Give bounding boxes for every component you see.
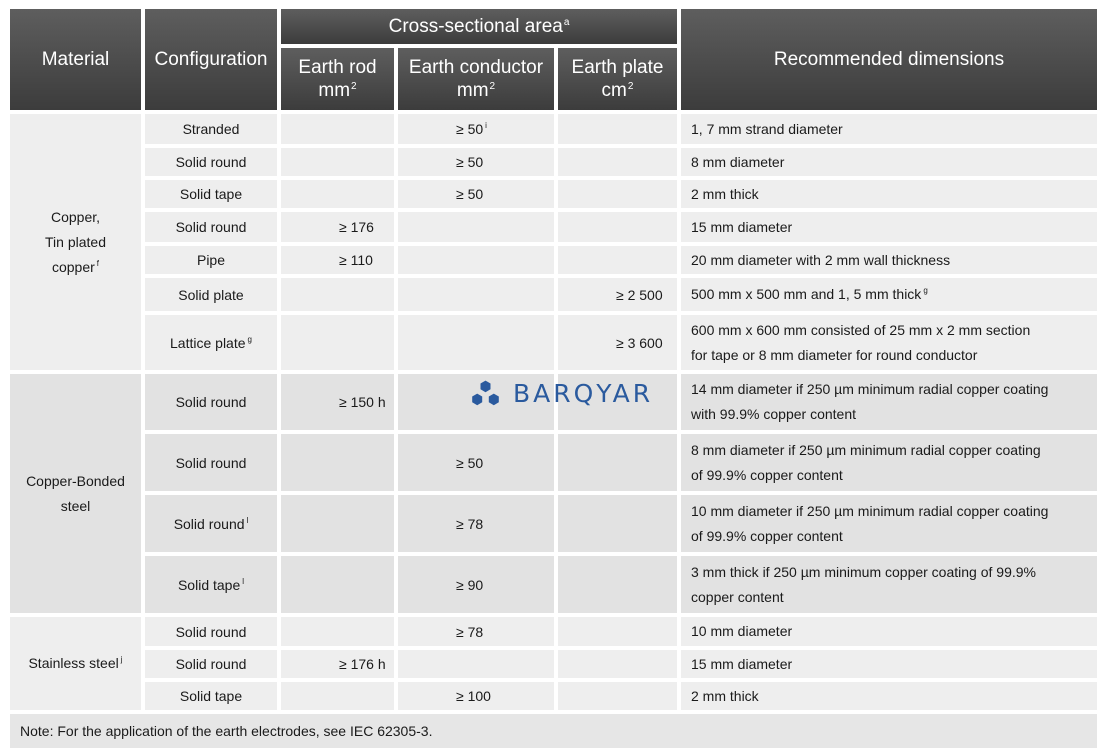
earth-rod-cell bbox=[281, 114, 394, 144]
earth-plate-cell bbox=[558, 434, 677, 491]
recommended-text: 2 mm thick bbox=[691, 687, 759, 704]
earth-conductor-cell bbox=[398, 434, 554, 491]
recommended-line bbox=[691, 377, 1091, 402]
header-earth-plate bbox=[558, 48, 677, 110]
recommended-text: 500 mm x 500 mm and 1, 5 mm thick bbox=[691, 286, 922, 302]
earth-conductor-cell bbox=[398, 148, 554, 176]
hexagon-cluster-logo-icon bbox=[469, 380, 501, 408]
table-row bbox=[10, 114, 1097, 144]
configuration-text: Solid tape bbox=[179, 688, 243, 704]
configuration-cell bbox=[145, 148, 277, 176]
header-configuration-label: Configuration bbox=[154, 49, 268, 70]
table-row bbox=[10, 246, 1097, 274]
material-footnote: f bbox=[96, 258, 100, 268]
earth-conductor-value: ≥ 50 bbox=[456, 121, 484, 137]
header-configuration bbox=[145, 9, 277, 110]
earth-rod-cell bbox=[281, 556, 394, 613]
earth-plate-cell bbox=[558, 495, 677, 552]
material-text: Copper-Bonded bbox=[26, 472, 125, 489]
earth-rod-cell bbox=[281, 374, 394, 430]
recommended-text: 8 mm diameter bbox=[691, 153, 785, 170]
configuration-cell bbox=[145, 434, 277, 491]
header-earth-rod-exponent: 2 bbox=[351, 81, 357, 92]
recommended-text: 10 mm diameter if 250 µm minimum radial copper coating bbox=[691, 502, 1049, 519]
earth-conductor-cell bbox=[398, 114, 554, 144]
table-row bbox=[10, 278, 1097, 311]
configuration-text: Solid round bbox=[173, 515, 245, 532]
earth-conductor-cell bbox=[398, 682, 554, 710]
earth-plate-cell bbox=[558, 650, 677, 678]
recommended-line bbox=[691, 318, 1091, 343]
recommended-dimensions-cell bbox=[681, 180, 1097, 208]
recommended-dimensions-cell bbox=[681, 212, 1097, 242]
material-line bbox=[10, 651, 141, 676]
recommended-line bbox=[691, 117, 1091, 142]
configuration-footnote: g bbox=[247, 334, 252, 344]
earth-rod-cell bbox=[281, 434, 394, 491]
configuration-cell bbox=[145, 212, 277, 242]
header-earth-rod bbox=[281, 48, 394, 110]
earth-conductor-cell bbox=[398, 246, 554, 274]
header-earth-conductor bbox=[398, 48, 554, 110]
material-text: steel bbox=[60, 497, 91, 514]
configuration-cell bbox=[145, 180, 277, 208]
configuration-cell bbox=[145, 650, 277, 678]
earth-rod-cell bbox=[281, 278, 394, 311]
header-material bbox=[10, 9, 141, 110]
recommended-line bbox=[691, 282, 1091, 307]
configuration-cell bbox=[145, 114, 277, 144]
recommended-text: 15 mm diameter bbox=[691, 655, 793, 672]
header-cross-section-note: a bbox=[563, 17, 570, 28]
recommended-text: 3 mm thick if 250 µm minimum copper coating of 99.9% bbox=[691, 563, 1036, 580]
recommended-dimensions-cell bbox=[681, 556, 1097, 613]
earth-rod-value: ≥ 110 bbox=[339, 252, 373, 268]
header-cross-section bbox=[281, 9, 677, 44]
recommended-dimensions-cell bbox=[681, 148, 1097, 176]
recommended-text: 10 mm diameter bbox=[691, 623, 793, 639]
earth-plate-cell bbox=[558, 278, 677, 311]
table-row bbox=[10, 212, 1097, 242]
earth-plate-cell bbox=[558, 114, 677, 144]
earth-plate-cell bbox=[558, 212, 677, 242]
configuration-cell bbox=[145, 617, 277, 646]
recommended-line bbox=[691, 463, 1091, 488]
earth-conductor-cell bbox=[398, 617, 554, 646]
earth-rod-value: ≥ 176 h bbox=[339, 656, 386, 672]
recommended-text: copper content bbox=[691, 588, 784, 605]
recommended-dimensions-cell bbox=[681, 315, 1097, 370]
header-earth-plate-exponent: 2 bbox=[627, 81, 634, 92]
configuration-cell bbox=[145, 246, 277, 274]
recommended-text: 1, 7 mm strand diameter bbox=[691, 120, 843, 137]
configuration-footnote: l bbox=[246, 515, 249, 525]
header-earth-plate-unit: cm bbox=[601, 80, 627, 101]
header-earth-plate-label: Earth plate bbox=[571, 57, 664, 78]
table-row bbox=[10, 617, 1097, 646]
earth-rod-value: ≥ 150 h bbox=[339, 394, 386, 410]
recommended-line bbox=[691, 560, 1091, 585]
recommended-line bbox=[691, 248, 1091, 273]
material-line bbox=[10, 255, 141, 280]
earth-plate-value: ≥ 3 600 bbox=[616, 334, 663, 351]
earth-conductor-value: ≥ 90 bbox=[456, 576, 484, 593]
earth-conductor-cell bbox=[398, 180, 554, 208]
earth-rod-cell bbox=[281, 495, 394, 552]
recommended-dimensions-cell bbox=[681, 278, 1097, 311]
header-earth-conductor-label: Earth conductor bbox=[408, 57, 544, 78]
earth-plate-cell bbox=[558, 315, 677, 370]
recommended-text: 20 mm diameter with 2 mm wall thickness bbox=[691, 251, 951, 268]
earth-conductor-value: ≥ 50 bbox=[456, 186, 484, 202]
earth-conductor-value: ≥ 50 bbox=[456, 454, 484, 471]
configuration-cell bbox=[145, 495, 277, 552]
recommended-line bbox=[691, 438, 1091, 463]
table-note: Note: For the application of the earth electrodes, see IEC 62305-3. bbox=[10, 714, 1097, 748]
earth-conductor-footnote: i bbox=[485, 121, 487, 130]
earth-conductor-value: ≥ 100 bbox=[456, 688, 491, 704]
configuration-text: Solid round bbox=[175, 154, 247, 170]
earth-conductor-cell bbox=[398, 212, 554, 242]
earth-conductor-cell bbox=[398, 278, 554, 311]
configuration-cell bbox=[145, 374, 277, 430]
earth-plate-cell bbox=[558, 682, 677, 710]
recommended-line bbox=[691, 684, 1091, 709]
configuration-text: Solid round bbox=[175, 394, 247, 410]
recommended-text: of 99.9% copper content bbox=[691, 527, 843, 544]
table-row bbox=[10, 556, 1097, 613]
configuration-text: Solid plate bbox=[178, 286, 244, 303]
material-line bbox=[10, 205, 141, 230]
earth-plate-cell bbox=[558, 180, 677, 208]
material-footnote: j bbox=[120, 655, 123, 664]
recommended-text: 600 mm x 600 mm consisted of 25 mm x 2 mm section bbox=[691, 321, 1031, 338]
earth-conductor-value: ≥ 78 bbox=[456, 623, 484, 640]
earth-conductor-cell bbox=[398, 315, 554, 370]
configuration-cell bbox=[145, 556, 277, 613]
recommended-dimensions-cell bbox=[681, 682, 1097, 710]
material-cell bbox=[10, 617, 141, 710]
earth-conductor-cell bbox=[398, 556, 554, 613]
earth-rod-cell bbox=[281, 682, 394, 710]
table-row bbox=[10, 495, 1097, 552]
table-row bbox=[10, 434, 1097, 491]
recommended-line bbox=[691, 150, 1091, 175]
recommended-line bbox=[691, 402, 1091, 427]
recommended-text: 14 mm diameter if 250 µm minimum radial copper coating bbox=[691, 381, 1049, 397]
material-line bbox=[10, 494, 141, 519]
recommended-dimensions-cell bbox=[681, 114, 1097, 144]
table-row bbox=[10, 682, 1097, 710]
header-material-label: Material bbox=[41, 49, 110, 70]
recommended-text: with 99.9% copper content bbox=[691, 406, 856, 422]
configuration-text: Solid round bbox=[175, 656, 247, 672]
table-row bbox=[10, 315, 1097, 370]
watermark-text: BARQYAR bbox=[513, 379, 654, 408]
recommended-text: 2 mm thick bbox=[691, 185, 759, 202]
recommended-text: 15 mm diameter bbox=[691, 218, 793, 235]
configuration-text: Pipe bbox=[196, 252, 226, 268]
material-cell bbox=[10, 114, 141, 370]
configuration-text: Solid tape bbox=[177, 576, 241, 593]
recommended-text: for tape or 8 mm diameter for round conductor bbox=[691, 346, 978, 363]
configuration-text: Solid round bbox=[175, 219, 247, 235]
recommended-line bbox=[691, 499, 1091, 524]
earth-plate-value: ≥ 2 500 bbox=[616, 286, 663, 303]
recommended-line bbox=[691, 524, 1091, 549]
material-cell bbox=[10, 374, 141, 613]
header-cross-section-label: Cross-sectional area bbox=[388, 16, 563, 37]
recommended-line bbox=[691, 652, 1091, 677]
earth-plate-cell bbox=[558, 148, 677, 176]
configuration-cell bbox=[145, 278, 277, 311]
header-earth-rod-label: Earth rod bbox=[298, 57, 377, 78]
earth-rod-cell bbox=[281, 148, 394, 176]
watermark-logo bbox=[469, 379, 653, 409]
table-row bbox=[10, 180, 1097, 208]
recommended-text: of 99.9% copper content bbox=[691, 466, 843, 483]
table-body bbox=[10, 114, 1097, 710]
configuration-text: Solid round bbox=[175, 454, 247, 471]
earth-conductor-value: ≥ 50 bbox=[456, 154, 484, 170]
recommended-line bbox=[691, 585, 1091, 610]
earth-plate-cell bbox=[558, 617, 677, 646]
earth-plate-cell bbox=[558, 556, 677, 613]
table-row bbox=[10, 148, 1097, 176]
earth-rod-cell bbox=[281, 650, 394, 678]
configuration-text: Solid tape bbox=[179, 186, 243, 202]
header-recommended-label: Recommended dimensions bbox=[773, 49, 1005, 70]
header-earth-rod-unit: mm bbox=[318, 80, 351, 101]
material-line bbox=[10, 230, 141, 255]
configuration-text: Solid round bbox=[175, 623, 247, 640]
recommended-dimensions-cell bbox=[681, 246, 1097, 274]
earth-rod-cell bbox=[281, 315, 394, 370]
earth-rod-value: ≥ 176 bbox=[339, 219, 374, 235]
recommended-line bbox=[691, 619, 1091, 644]
recommended-footnote: g bbox=[923, 286, 928, 295]
configuration-text: Lattice plate bbox=[170, 334, 246, 351]
header-earth-conductor-exponent: 2 bbox=[489, 81, 496, 92]
earth-rod-cell bbox=[281, 212, 394, 242]
header-earth-conductor-unit: mm bbox=[456, 80, 489, 101]
material-text: Tin plated bbox=[45, 233, 106, 250]
header-recommended bbox=[681, 9, 1097, 110]
recommended-dimensions-cell bbox=[681, 650, 1097, 678]
material-text: copper bbox=[51, 258, 95, 275]
recommended-dimensions-cell bbox=[681, 374, 1097, 430]
recommended-dimensions-cell bbox=[681, 495, 1097, 552]
material-text: Stainless steel bbox=[28, 655, 119, 671]
recommended-text: 8 mm diameter if 250 µm minimum radial copper coating bbox=[691, 441, 1041, 458]
recommended-line bbox=[691, 215, 1091, 240]
recommended-line bbox=[691, 182, 1091, 207]
earth-conductor-value: ≥ 78 bbox=[456, 515, 484, 532]
earth-rod-cell bbox=[281, 180, 394, 208]
configuration-cell bbox=[145, 315, 277, 370]
recommended-dimensions-cell bbox=[681, 617, 1097, 646]
earth-rod-cell bbox=[281, 246, 394, 274]
table-row bbox=[10, 650, 1097, 678]
material-text: Copper, bbox=[50, 208, 101, 225]
earth-plate-cell bbox=[558, 246, 677, 274]
earth-conductor-cell bbox=[398, 495, 554, 552]
material-line bbox=[10, 469, 141, 494]
configuration-footnote: l bbox=[242, 576, 245, 586]
recommended-line bbox=[691, 343, 1091, 368]
recommended-dimensions-cell bbox=[681, 434, 1097, 491]
earth-conductor-cell bbox=[398, 650, 554, 678]
earth-rod-cell bbox=[281, 617, 394, 646]
configuration-cell bbox=[145, 682, 277, 710]
configuration-text: Stranded bbox=[182, 121, 240, 137]
